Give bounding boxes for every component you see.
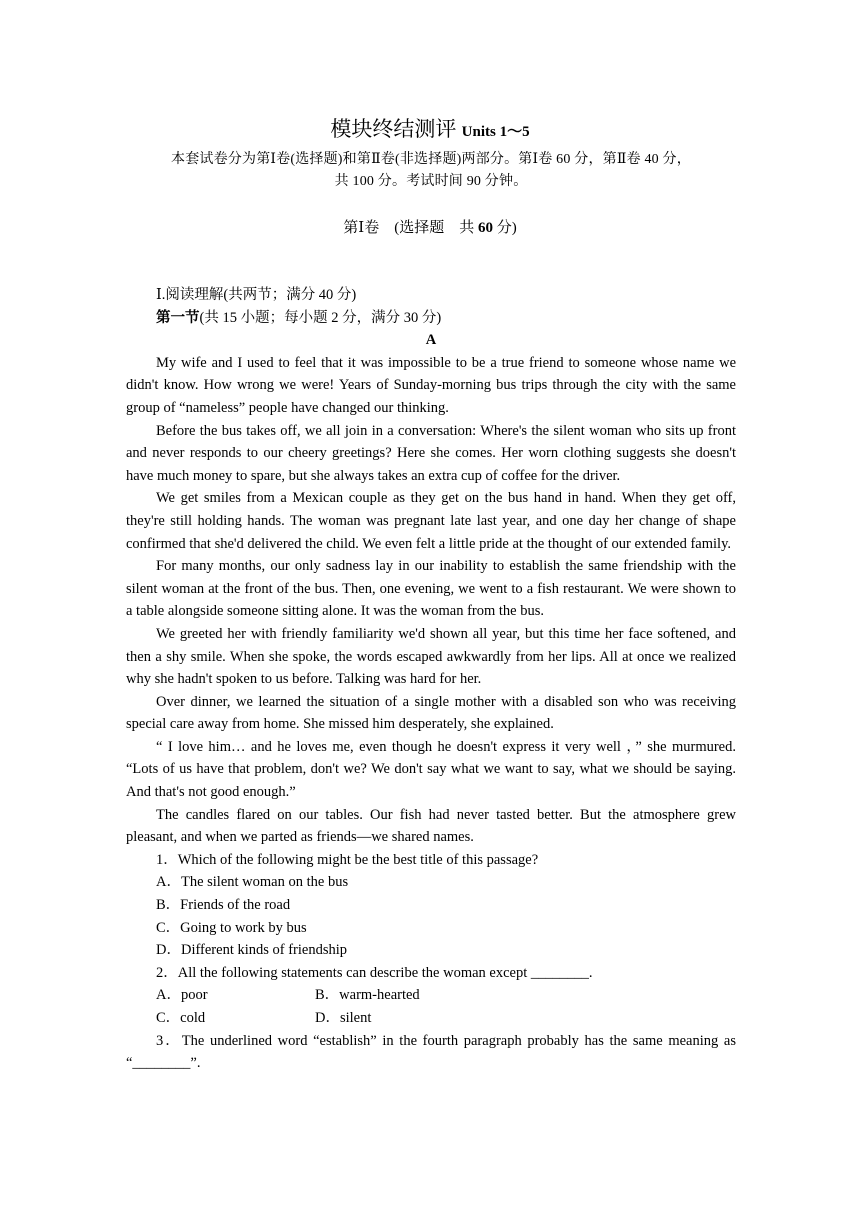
section-heading-rest: (共两节；满分 40 分) — [223, 287, 357, 303]
part-heading — [126, 307, 736, 330]
question-2-option-b: B．warm-hearted — [315, 987, 420, 1004]
question-2-stem: 2．All the following statements can describe the woman except ________. — [156, 964, 593, 981]
passage-paragraph-3: We get smiles from a Mexican couple as they get on the bus hand in hand. When they get off, they're still holding hands. The woman was pregnant late last year, and one day her change of shape confirmed that she'd delivered the child. We even felt a little pride at the thought of our extended family. — [126, 490, 736, 552]
title-main: 模块终结测评 — [330, 117, 457, 141]
part-heading-bold: 第一节 — [156, 309, 200, 326]
passage-paragraph-4: For many months, our only sadness lay in our inability to establish the same friendship with the silent woman at the front of the bus. Then, one evening, we went to a fish restaurant. We were shown to a table alongside someone sitting alone. It was the woman from the bus. — [126, 558, 736, 620]
question-1-option-b: B．Friends of the road — [156, 897, 291, 914]
question-2-options-row-1 — [126, 984, 736, 1007]
passage-paragraph-5: We greeted her with friendly familiarity we'd shown all year, but this time her face softened, and then a shy smile. When she spoke, the words escaped awkwardly from her lips. All at once we realized why she hadn't spoken to us before. Talking was hard for her. — [126, 625, 736, 688]
section-heading — [126, 284, 736, 307]
section-heading-bold: Ⅰ.阅读理解 — [156, 287, 224, 303]
question-2-option-a: A．poor — [156, 987, 208, 1004]
question-1-option-a: A．The silent woman on the bus — [156, 874, 349, 891]
question-1-option-d: D．Different kinds of friendship — [156, 942, 348, 959]
volume-score: 60 — [477, 220, 493, 236]
part-heading-rest: (共 15 小题；每小题 2 分，满分 30 分) — [199, 309, 442, 326]
question-2-options-row-2 — [126, 1007, 736, 1030]
question-3-stem: 3．The underlined word “establish” in the fourth paragraph probably has the same meaning as “________”. — [126, 1032, 736, 1072]
passage-paragraph-1: My wife and I used to feel that it was impossible to be a true friend to someone whose name we didn't know. How wrong we were! Years of Sunday-morning bus trips through the city with the same group of “nameless” people have changed our thinking. — [126, 354, 736, 416]
exam-instructions — [126, 149, 736, 193]
volume-heading — [0, 217, 860, 239]
instructions-line-2: 共 100 分。考试时间 90 分钟。 — [334, 174, 528, 189]
exam-body — [126, 284, 736, 1075]
question-2-option-d: D．silent — [315, 1010, 372, 1026]
passage-paragraph-2: Before the bus takes off, we all join in a conversation: Where's the silent woman who sits up front and never responds to our cheery greetings? Here she comes. Her worn clothing suggests she doesn't have much money to spare, but she always takes an extra cup of coffee for the driver. — [126, 422, 736, 484]
passage-paragraph-8: The candles flared on our tables. Our fish had never tasted better. But the atmosphere grew pleasant, and when we parted as friends—we shared names. — [126, 806, 736, 846]
passage-label: A — [425, 332, 437, 349]
page-title — [0, 114, 860, 147]
question-2-option-c: C．cold — [156, 1010, 206, 1026]
volume-prefix: 第Ⅰ卷 (选择题 共 — [343, 220, 478, 236]
instructions-line-1: 本套试卷分为第Ⅰ卷(选择题)和第Ⅱ卷(非选择题)两部分。第Ⅰ卷 60 分，第Ⅱ卷 40 分， — [171, 152, 691, 167]
passage-paragraph-6: Over dinner, we learned the situation of a single mother with a disabled son who was receiving special care away from home. She missed him desperately, she explained. — [126, 693, 736, 733]
title-units: Units 1～5 — [461, 124, 530, 140]
question-1-option-c: C．Going to work by bus — [156, 919, 307, 936]
volume-suffix: 分) — [492, 220, 517, 236]
passage-paragraph-7: “ I love him… and he loves me, even though he doesn't express it very well ，” she murmured. “Lots of us have that problem, don't we? We don't say what we want to say, what we should be saying. And that's not good enough.” — [126, 738, 736, 801]
question-1-stem: 1．Which of the following might be the best title of this passage? — [156, 851, 539, 868]
